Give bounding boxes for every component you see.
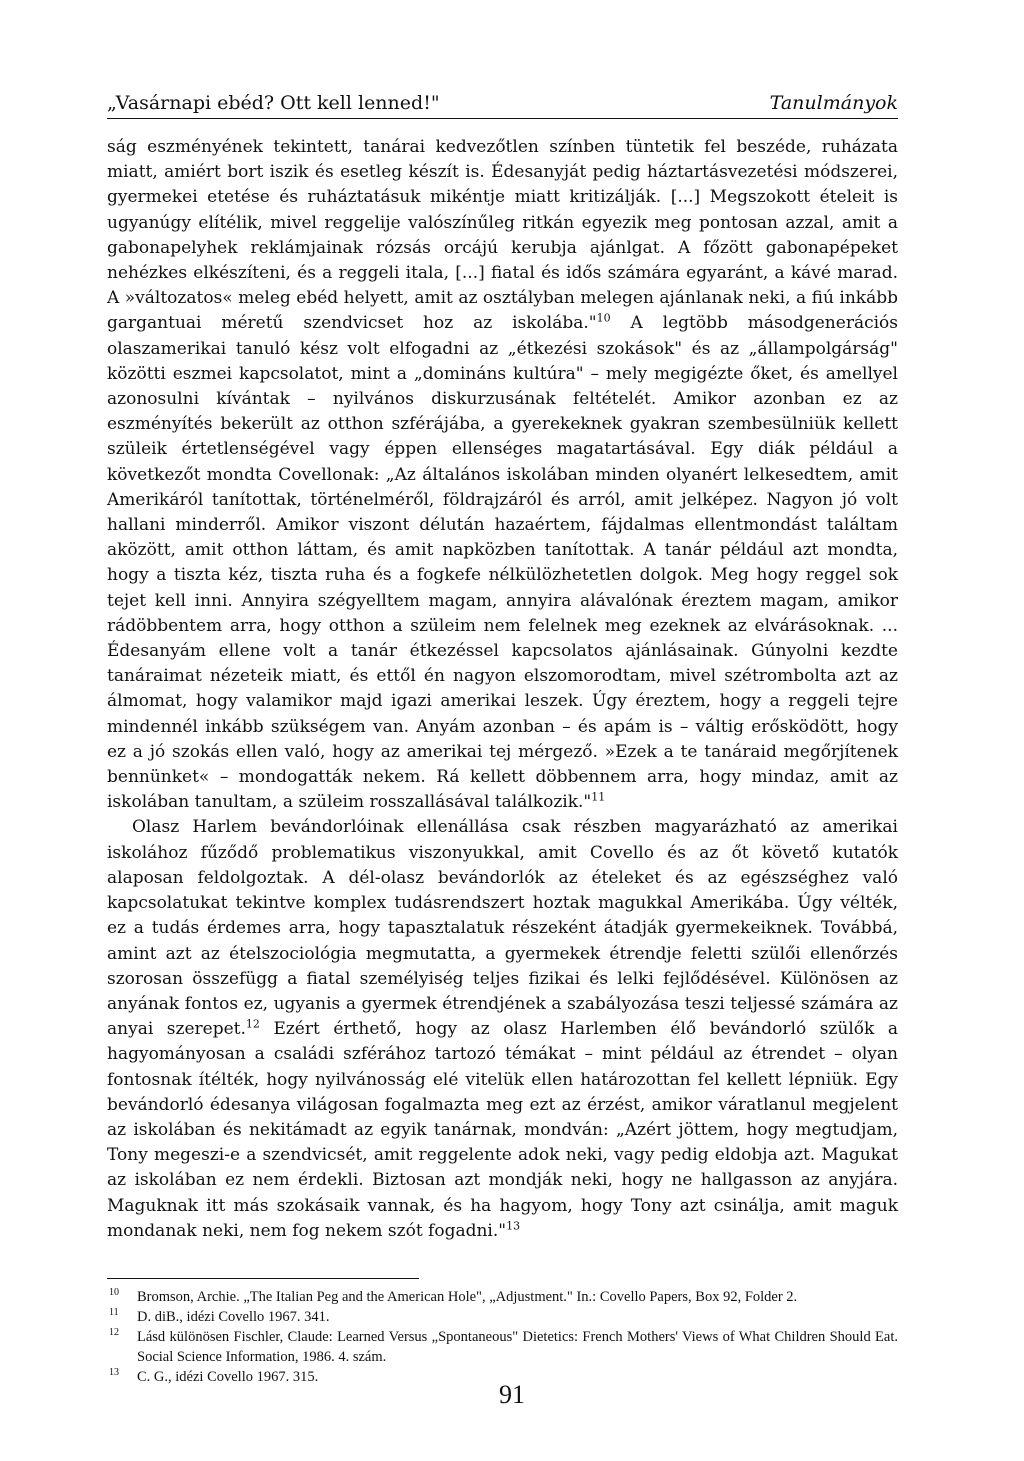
- footnotes: [107, 1287, 898, 1387]
- footnote-ref: 12: [245, 1017, 260, 1031]
- section-label: Tanulmányok: [769, 92, 898, 114]
- running-title: „Vasárnapi ebéd? Ott kell lenned!": [107, 92, 440, 114]
- running-head: [107, 92, 898, 119]
- paragraph-text: A legtöbb másodgenerációs olaszamerikai tanuló kész volt elfogadni az „étkezési szokások" és az „állampolgárság" közötti eszmei kapcsolatot, mint a „domináns kultúra" – mely megigézte őket, és amellyel azonosulni kívántak – nyilvános diskurzusának feltételét. Amikor azonban ez az eszményítés bekerült az otthon szférájába, a gyerekeknek gyakran szembesülniük kellett szüleik értetlenségével vagy éppen ellenséges magatartásával. Egy diák például a következőt mondta Covellonak: „Az általános iskolában minden olyanért lelkesedtem, amit Amerikáról tanítottak, történelméről, földrajzáról és arról, amit jelképez. Nagyon jó volt hallani minderről. Amikor viszont délután hazaértem, fájdalmas ellentmondást találtam aközött, amit otthon láttam, és amit napközben tanítottak. A tanár például azt mondta, hogy a tiszta kéz, tiszta ruha és a fogkefe nélkülözhetetlen dolgok. Meg hogy reggel sok tejet kell inni. Annyira szégyelltem magam, annyira alávalónak éreztem magam, amikor rádöbbentem arra, hogy otthon a szüleim nem felelnek meg ezeknek az elvárásoknak. ... Édesanyám ellene volt a tanár étkezéssel kapcsolatos ajánlásainak. Gúnyolni kezdte tanáraimat nézeteik miatt, és ettől én nagyon elszomorodtam, mivel szétrombolta azt az álmomat, hogy valamikor majd igazi amerikai leszek. Úgy éreztem, hogy a reggeli tejre mindennél inkább szükségem van. Anyám azonban – és apám is – váltig erősködött, hogy ez a jó szokás ellen való, hogy az amerikai tej mérgező. »Ezek a te tanáraid megőrjítenek bennünket« – mondogatták nekem. Rá kellett döbbennem arra, hogy mindaz, amit az iskolában tanultam, a szüleim rosszallásával találkozik.": [107, 313, 898, 813]
- footnote: [107, 1327, 898, 1367]
- body-text: [107, 135, 898, 1244]
- footnote-text: Bromson, Archie. „The Italian Peg and the American Hole", „Adjustment." In.: Covello Papers, Box 92, Folder 2.: [137, 1288, 798, 1305]
- footnote-number: 13: [109, 1367, 119, 1379]
- page-number: 91: [499, 1380, 525, 1409]
- footnote-ref: 10: [596, 311, 611, 325]
- footnote-text: C. G., idézi Covello 1967. 315.: [137, 1368, 319, 1385]
- page: [107, 92, 898, 1387]
- footnote: [107, 1307, 898, 1327]
- footnote-number: 12: [109, 1327, 119, 1339]
- footnote-ref: 11: [591, 790, 606, 804]
- footnote-text: D. diB., idézi Covello 1967. 341.: [137, 1308, 330, 1325]
- footnote-divider: [107, 1278, 419, 1279]
- paragraph: [107, 135, 898, 815]
- paragraph: [107, 815, 898, 1243]
- paragraph-text: Ezért érthető, hogy az olasz Harlemben élő bevándorló szülők a hagyományosan a családi szférához tartozó témákat – mint például az étrendet – olyan fontosnak ítélték, hogy nyilvánosság elé vitelük ellen határozottan fel kellett lépniük. Egy bevándorló édesanya világosan fogalmazta meg ezt az érzést, amikor váratlanul megjelent az iskolában és nekitámadt az egyik tanárnak, mondván: „Azért jöttem, hogy megtudjam, Tony megeszi-e a szendvicsét, amit reggelente adok neki, vagy pedig eldobja azt. Magukat az iskolában ez nem érdekli. Biztosan azt mondják neki, hogy ne hallgasson az anyjára. Maguknak itt más szokásaik vannak, és ha hagyom, hogy Tony azt csinálja, amit maguk mondanak neki, nem fog nekem szót fogadni.": [107, 1019, 898, 1241]
- footnote-number: 11: [109, 1307, 119, 1319]
- paragraph-text: Olasz Harlem bevándorlóinak ellenállása csak részben magyarázható az amerikai iskolához fűződő problematikus viszonyukkal, amit Covello és az őt követő kutatók alaposan feldolgoztak. A dél-olasz bevándorlók az ételeket és az egészséghez való kapcsolatukat tekintve komplex tudásrendszert hoztak magukkal Amerikába. Úgy vélték, ez a tudás érdemes arra, hogy tapasztalatuk részeként átadják gyermekeiknek. Továbbá, amint azt az ételszociológia megmutatta, a gyermekek étrendje feletti szülői ellenőrzés szorosan összefügg a fiatal személyiség teljes fizikai és lelki fejlődésével. Különösen az anyának fontos ez, ugyanis a gyermek étrendjének a szabályozása teszi teljessé számára az anyai szerepet.: [107, 817, 898, 1040]
- paragraph-text: ság eszményének tekintett, tanárai kedvezőtlen színben tüntetik fel beszéde, ruházata miatt, amiért bort iszik és esetleg készít is. Édesanyját pedig háztartásvezetési módszerei, gyermekei etetése és ruháztatásuk mikéntje miatt kritizálják. [...] Megszokott ételeit is ugyanúgy elítélik, mivel reggelije valószínűleg ritkán egyezik meg pontosan azzal, amit a gabonapelyhek reklámjainak rózsás orcájú kerubja ajánlgat. A főzött gabonapépeket nehézkes elkészíteni, és a reggeli itala, [...] fiatal és idős számára egyaránt, a kávé marad. A »változatos« meleg ebéd helyett, amit az osztályban melegen ajánlanak neki, a fiú inkább gargantuai méretű szendvicset hoz az iskolába.": [107, 137, 898, 334]
- footnote: [107, 1287, 898, 1307]
- footnote-ref: 13: [506, 1219, 521, 1233]
- footnote-number: 10: [109, 1287, 119, 1299]
- footnote-text: Lásd különösen Fischler, Claude: Learned Versus „Spontaneous" Dietetics: French Mothers' Views of What Children Should Eat. Social Science Information, 1986. 4. szám.: [137, 1328, 898, 1365]
